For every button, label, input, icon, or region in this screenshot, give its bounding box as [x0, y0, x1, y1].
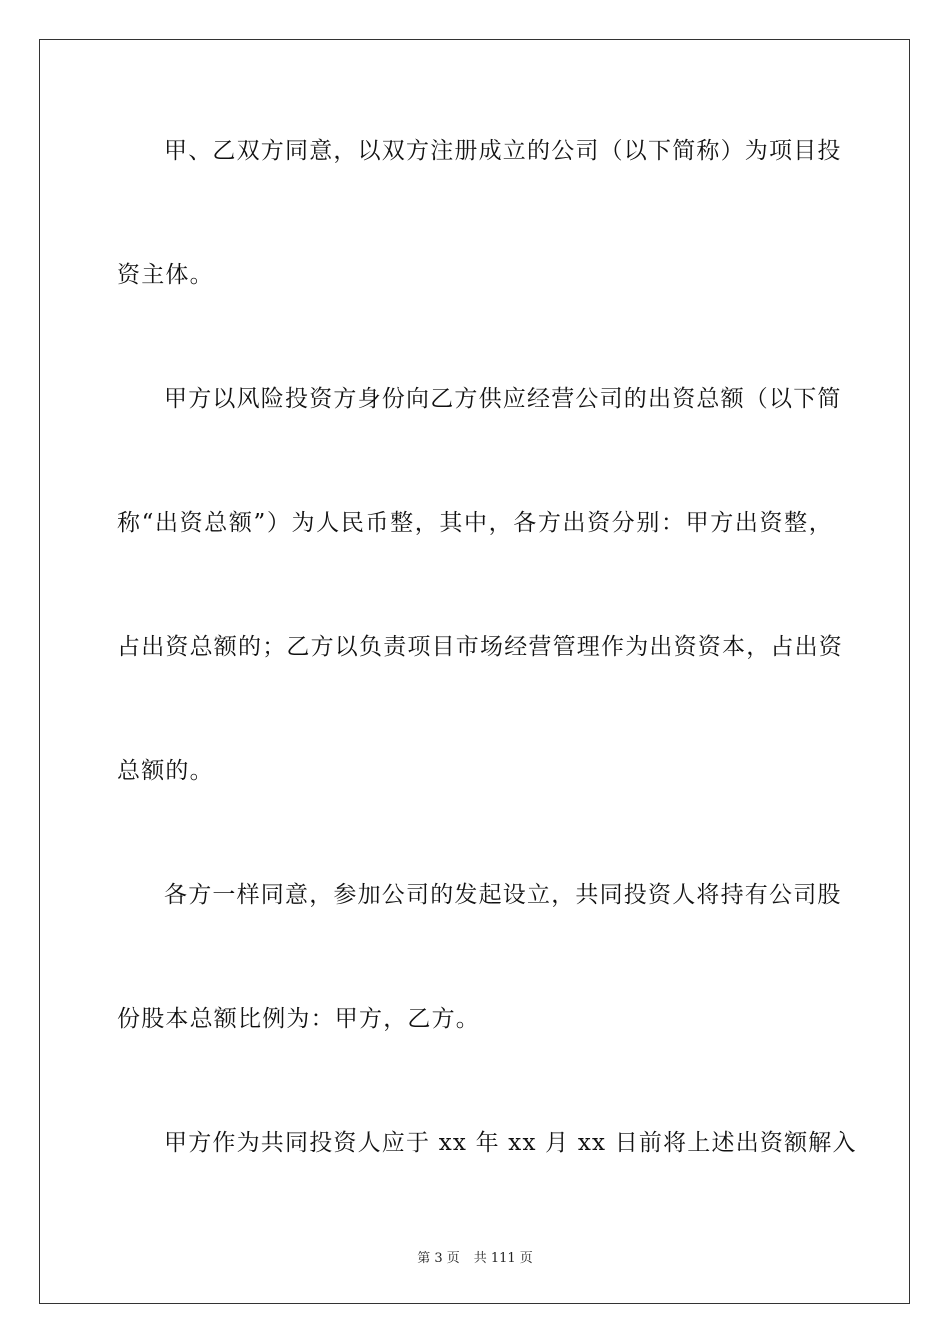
paragraph-1-line-1: 甲、乙双方同意，以双方注册成立的公司（以下简称）为项目投	[164, 138, 842, 164]
paragraph-4-line-1: 甲方作为共同投资人应于 xx 年 xx 月 xx 日前将上述出资额解入	[164, 1130, 857, 1156]
paragraph-2-line-1: 甲方以风险投资方身份向乙方供应经营公司的出资总额（以下简	[164, 386, 842, 412]
page-total: 共 111 页	[473, 1251, 533, 1266]
paragraph-3-line-2: 份股本总额比例为：甲方，乙方。	[117, 1006, 480, 1032]
page-footer	[0, 1247, 950, 1266]
paragraph-2-line-3: 占出资总额的；乙方以负责项目市场经营管理作为出资资本，占出资	[117, 634, 843, 660]
paragraph-1-line-2: 资主体。	[117, 262, 214, 288]
page-border	[39, 39, 910, 1304]
paragraph-2-line-2: 称“出资总额”）为人民币整，其中，各方出资分别：甲方出资整，	[117, 510, 833, 536]
paragraph-3-line-1: 各方一样同意，参加公司的发起设立，共同投资人将持有公司股	[164, 882, 842, 908]
paragraph-2-line-4: 总额的。	[117, 758, 214, 784]
page-number: 第 3 页	[417, 1251, 460, 1266]
